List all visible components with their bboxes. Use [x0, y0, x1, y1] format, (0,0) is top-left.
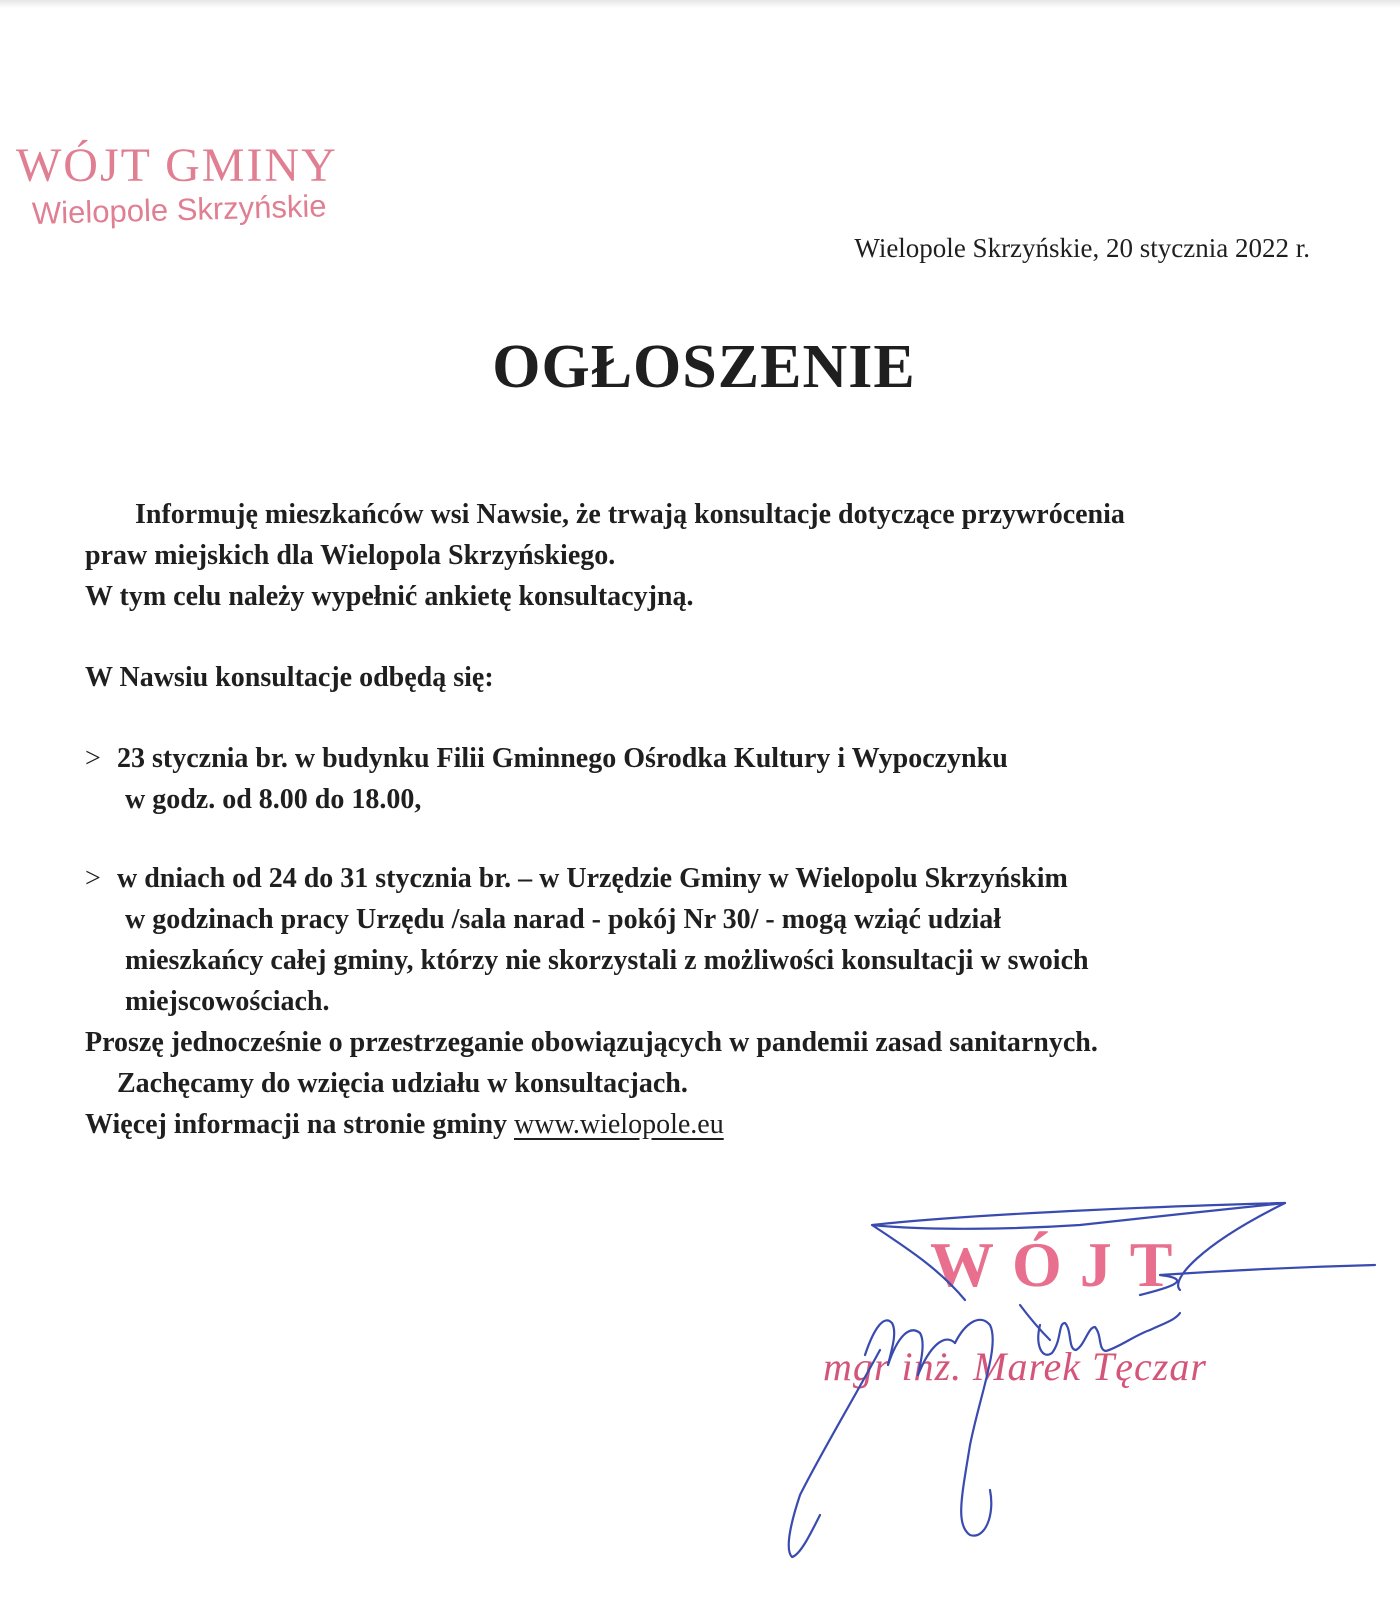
announcement-body: [85, 494, 1325, 1145]
page-title: OGŁOSZENIE: [492, 333, 916, 401]
paragraph-1-line-3: W tym celu należy wypełnić ankietę konsultacyjną.: [85, 581, 694, 612]
more-info-text: Więcej informacji na stronie gminy: [85, 1109, 515, 1140]
office-stamp-title: WÓJT GMINY: [16, 139, 338, 192]
paragraph-1-line-2: praw miejskich dla Wielopola Skrzyńskiego.: [85, 540, 616, 571]
office-stamp: [16, 140, 376, 232]
paragraph-2: W Nawsiu konsultacje odbędą się:: [85, 662, 494, 693]
list-item-2-line-1: w dniach od 24 do 31 stycznia br. – w Urzędzie Gminy w Wielopolu Skrzyńskim: [117, 863, 1068, 894]
scan-edge: [0, 0, 1400, 8]
signature-stamp-name: mgr inż. Marek Tęczar: [823, 1344, 1207, 1389]
encouragement-line: Zachęcamy do wzięcia udziału w konsultacjach.: [117, 1068, 688, 1099]
handwritten-signature: [780, 1195, 1380, 1575]
list-item-1: [85, 738, 1325, 820]
paragraph-1-line-1: Informuję mieszkańców wsi Nawsie, że trwają konsultacje dotyczące przywrócenia: [135, 499, 1125, 530]
office-stamp-place: Wielopole Skrzyńskie: [31, 188, 327, 231]
sanitary-notice: Proszę jednocześnie o przestrzeganie obowiązujących w pandemii zasad sanitarnych.: [85, 1027, 1098, 1058]
list-item-2-line-3: mieszkańcy całej gminy, którzy nie skorzystali z możliwości konsultacji w swoich: [125, 945, 1089, 976]
more-info-line: [85, 1104, 1325, 1145]
bullet-marker: >: [85, 743, 101, 774]
website-link[interactable]: www.wielopole.eu: [514, 1109, 724, 1140]
list-item-1-line-2: w godz. od 8.00 do 18.00,: [125, 784, 422, 815]
list-item-2-line-4: miejscowościach.: [125, 986, 330, 1017]
list-item-2: [85, 858, 1325, 1022]
signature-stamp-title: WÓJT: [930, 1229, 1191, 1300]
bullet-marker: >: [85, 863, 101, 894]
date-line: Wielopole Skrzyńskie, 20 stycznia 2022 r.: [854, 233, 1310, 263]
list-item-1-line-1: 23 stycznia br. w budynku Filii Gminnego Ośrodka Kultury i Wypoczynku: [117, 743, 1008, 774]
signature-block: [780, 1195, 1380, 1575]
list-item-2-line-2: w godzinach pracy Urzędu /sala narad - pokój Nr 30/ - mogą wziąć udział: [125, 904, 1002, 935]
